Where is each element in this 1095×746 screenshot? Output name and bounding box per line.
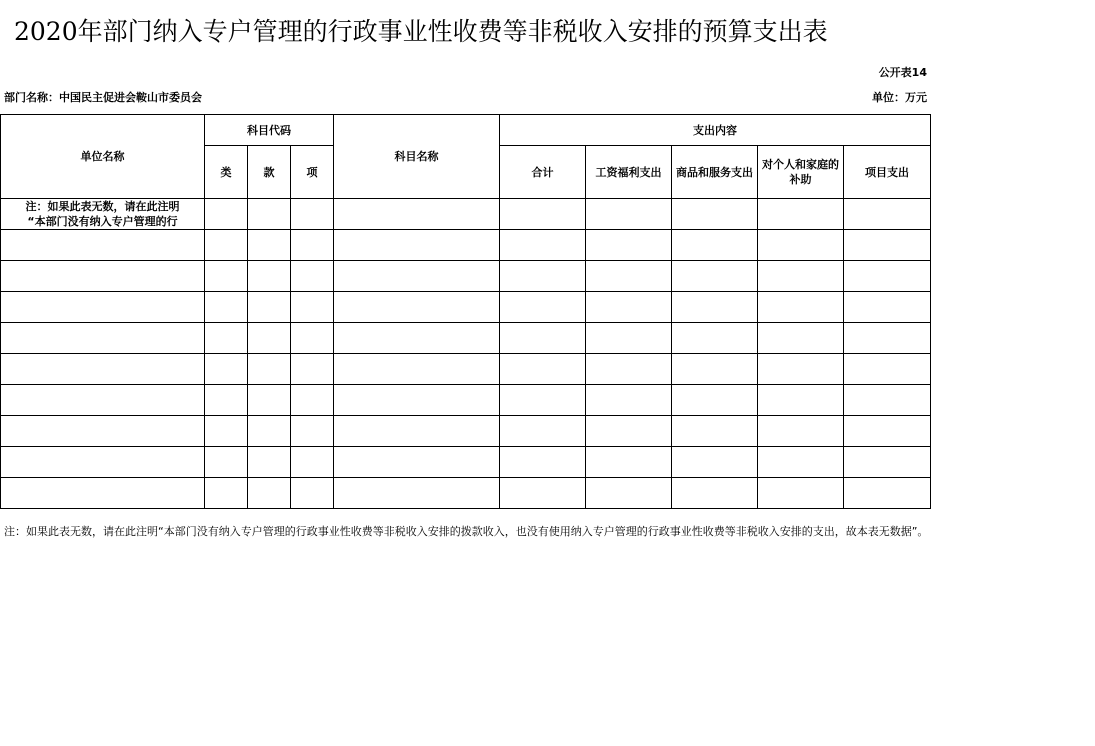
- table-cell: [291, 199, 334, 230]
- table-cell: [1, 385, 205, 416]
- table-cell: [758, 478, 844, 509]
- table-cell: [586, 447, 672, 478]
- unit-label: 单位：万元: [872, 91, 927, 104]
- table-cell: [500, 478, 586, 509]
- table-cell: [205, 385, 248, 416]
- table-cell: [758, 447, 844, 478]
- table-row: [1, 261, 931, 292]
- table-cell: [586, 323, 672, 354]
- table-cell: [248, 199, 291, 230]
- table-cell: [586, 230, 672, 261]
- table-cell: [248, 354, 291, 385]
- table-cell: [758, 292, 844, 323]
- table-cell: [844, 447, 931, 478]
- table-cell: [1, 354, 205, 385]
- table-cell: [500, 292, 586, 323]
- table-row: [1, 323, 931, 354]
- table-cell: [248, 261, 291, 292]
- table-cell: [672, 230, 758, 261]
- table-cell: [248, 478, 291, 509]
- table-cell: [586, 354, 672, 385]
- table-cell: [248, 416, 291, 447]
- table-cell: [672, 199, 758, 230]
- table-cell: [334, 354, 500, 385]
- table-cell: [291, 416, 334, 447]
- table-cell: [1, 323, 205, 354]
- budget-table: [0, 114, 931, 509]
- table-cell: [672, 478, 758, 509]
- header-subject-code: 科目代码: [205, 115, 334, 146]
- table-cell: [291, 354, 334, 385]
- footnote: 注：如果此表无数，请在此注明“本部门没有纳入专户管理的行政事业性收费等非税收入安排的拨款收入，也没有使用纳入专户管理的行政事业性收费等非税收入安排的支出，故本表无数据”。: [4, 525, 929, 538]
- table-cell: [291, 478, 334, 509]
- table-cell: [205, 323, 248, 354]
- table-cell: [1, 261, 205, 292]
- table-cell: [291, 292, 334, 323]
- page-title: 2020年部门纳入专户管理的行政事业性收费等非税收入安排的预算支出表: [14, 17, 828, 46]
- table-cell: [248, 230, 291, 261]
- header-section: 款: [248, 146, 291, 199]
- table-cell: [500, 261, 586, 292]
- table-cell: [291, 447, 334, 478]
- table-cell: [500, 323, 586, 354]
- header-category: 类: [205, 146, 248, 199]
- table-cell: [758, 354, 844, 385]
- table-cell: [205, 447, 248, 478]
- table-row: [1, 416, 931, 447]
- table-cell: [334, 292, 500, 323]
- table-cell: [586, 478, 672, 509]
- table-cell: [334, 323, 500, 354]
- note-cell-line: 注：如果此表无数，请在此注明: [25, 200, 180, 213]
- table-cell: [1, 292, 205, 323]
- table-cell: [334, 416, 500, 447]
- table-cell: [844, 354, 931, 385]
- header-unit-name: 单位名称: [1, 115, 205, 199]
- table-cell: [586, 292, 672, 323]
- header-wages: 工资福利支出: [586, 146, 672, 199]
- table-cell: [844, 416, 931, 447]
- header-total: 合计: [500, 146, 586, 199]
- table-cell: [1, 478, 205, 509]
- table-cell: [500, 385, 586, 416]
- table-cell: [844, 199, 931, 230]
- department-name: 部门名称：中国民主促进会鞍山市委员会: [4, 91, 202, 104]
- table-cell: [334, 385, 500, 416]
- table-cell: [500, 416, 586, 447]
- table-cell: [205, 292, 248, 323]
- table-cell: [291, 323, 334, 354]
- table-cell: [844, 230, 931, 261]
- table-row: [1, 199, 931, 230]
- table-cell: [334, 230, 500, 261]
- table-cell: [672, 416, 758, 447]
- table-cell: [758, 261, 844, 292]
- table-cell: [586, 261, 672, 292]
- table-cell: [672, 354, 758, 385]
- table-row: [1, 292, 931, 323]
- header-subject-name: 科目名称: [334, 115, 500, 199]
- table-cell: [334, 199, 500, 230]
- table-cell: [844, 385, 931, 416]
- table-cell: [844, 323, 931, 354]
- table-cell: [1, 230, 205, 261]
- table-cell: [291, 385, 334, 416]
- table-cell: [844, 292, 931, 323]
- table-cell: [334, 478, 500, 509]
- table-cell: [672, 385, 758, 416]
- table-cell: [248, 385, 291, 416]
- table-cell: [205, 354, 248, 385]
- table-cell: [334, 447, 500, 478]
- table-cell: [248, 323, 291, 354]
- form-number: 公开表14: [878, 66, 927, 79]
- note-cell: [1, 199, 205, 230]
- table-row: [1, 230, 931, 261]
- table-cell: [248, 447, 291, 478]
- table-row: [1, 354, 931, 385]
- table-cell: [672, 447, 758, 478]
- table-cell: [248, 292, 291, 323]
- table-cell: [334, 261, 500, 292]
- table-cell: [672, 261, 758, 292]
- table-cell: [500, 447, 586, 478]
- header-item: 项: [291, 146, 334, 199]
- table-row: [1, 478, 931, 509]
- table-cell: [500, 230, 586, 261]
- table-row: [1, 447, 931, 478]
- table-cell: [291, 261, 334, 292]
- table-cell: [291, 230, 334, 261]
- header-goods: 商品和服务支出: [672, 146, 758, 199]
- table-cell: [672, 323, 758, 354]
- table-cell: [205, 230, 248, 261]
- header-subsidy: 对个人和家庭的补助: [758, 146, 844, 199]
- table-cell: [500, 354, 586, 385]
- table-cell: [586, 385, 672, 416]
- table-cell: [205, 261, 248, 292]
- table-cell: [205, 416, 248, 447]
- table-cell: [758, 230, 844, 261]
- table-cell: [758, 199, 844, 230]
- table-cell: [758, 323, 844, 354]
- header-project: 项目支出: [844, 146, 931, 199]
- header-expense-content: 支出内容: [500, 115, 931, 146]
- table-cell: [844, 261, 931, 292]
- table-cell: [205, 199, 248, 230]
- table-cell: [1, 416, 205, 447]
- table-cell: [500, 199, 586, 230]
- table-cell: [758, 385, 844, 416]
- table-cell: [586, 416, 672, 447]
- table-cell: [758, 416, 844, 447]
- note-cell-line: “本部门没有纳入专户管理的行: [27, 215, 178, 228]
- table-row: [1, 385, 931, 416]
- table-cell: [586, 199, 672, 230]
- table-cell: [844, 478, 931, 509]
- table-cell: [205, 478, 248, 509]
- table-cell: [672, 292, 758, 323]
- table-cell: [1, 447, 205, 478]
